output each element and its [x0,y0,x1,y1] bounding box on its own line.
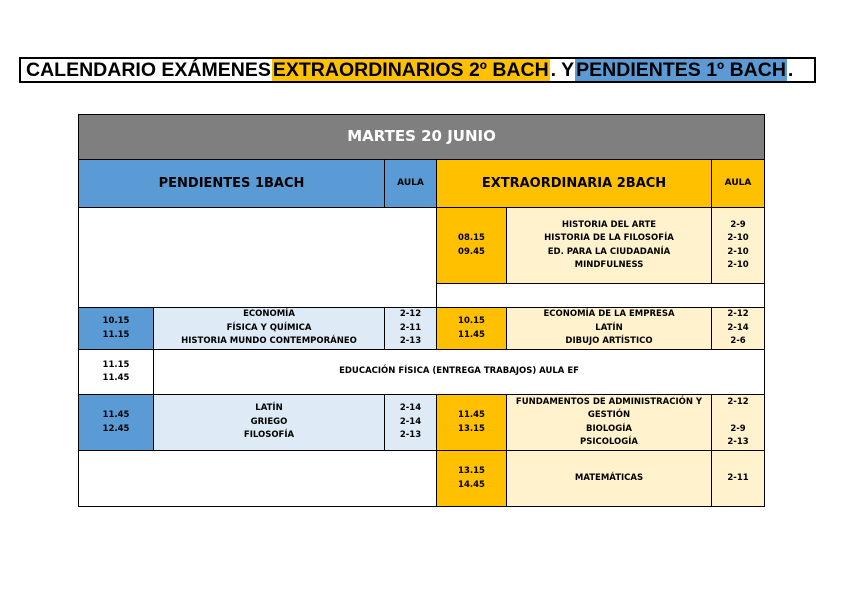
pendientes-aula-header: AULA [385,160,437,208]
aula: 2-11 [399,322,422,333]
time-cell [437,395,507,451]
subject: ECONOMÍA [243,309,295,320]
aula-cell [385,395,437,451]
subject: FUNDAMENTOS DE ADMINISTRACIÓN Y [515,396,703,407]
aula: 2-9 [730,219,746,230]
subject: DIBUJO ARTÍSTICO [565,336,653,347]
exam-schedule-table [78,114,765,507]
start-time: 11.45 [458,410,485,420]
start-time: 11.15 [102,359,130,370]
subject: LATÍN [255,403,283,414]
subject: MATEMÁTICAS [507,451,712,507]
title-part-period: . [787,59,794,81]
aula: 2-14 [727,322,749,333]
end-time: 12.45 [102,423,130,434]
aula: 2-6 [730,336,746,347]
physical-education-cell: EDUCACIÓN FÍSICA (ENTREGA TRABAJOS) AULA EF [154,350,765,395]
subject: FÍSICA Y QUÍMICA [226,322,312,333]
title-part-extraordinarios: EXTRAORDINARIOS 2º BACH [272,59,549,81]
aula: 2-10 [727,246,749,257]
start-time: 11.45 [102,410,130,420]
subject: MINDFULNESS [574,260,644,270]
empty-cell [79,208,437,308]
subject: HISTORIA MUNDO CONTEMPORÁNEO [181,336,357,347]
subject: GESTIÓN [587,410,631,420]
aula: 2-10 [727,233,749,243]
day-header: MARTES 20 JUNIO [79,115,765,160]
subjects-cell [507,395,712,451]
aula: 2-13 [727,437,749,447]
aula: 2-12 [727,396,749,407]
subject: ECONOMÍA DE LA EMPRESA [543,309,675,320]
aula: 2-10 [727,260,749,270]
subjects-cell [507,308,712,350]
aula: 2-9 [730,423,746,434]
subject: HISTORIA DE LA FILOSOFÍA [544,233,674,243]
aula-cell [712,208,765,284]
subjects-cell [154,308,385,350]
subjects-cell [154,395,385,451]
subject: ED. PARA LA CIUDADANÍA [547,246,671,257]
time-cell [79,308,154,350]
end-time: 11.15 [102,329,130,340]
start-time: 10.15 [102,316,130,326]
extraordinaria-header: EXTRAORDINARIA 2BACH [437,160,712,208]
time-cell [79,350,154,395]
aula-cell [712,395,765,451]
end-time: 13.15 [458,423,485,434]
end-time: 14.45 [458,479,485,490]
aula: 2-14 [399,403,422,414]
subject: FILOSOFÍA [243,430,295,441]
document-title [19,57,816,83]
time-cell [437,308,507,350]
end-time: 11.45 [458,329,485,340]
empty-cell [79,451,437,507]
end-time: 09.45 [458,246,485,257]
aula: 2-12 [399,309,422,320]
title-part-calendar: CALENDARIO EXÁMENES [26,59,271,81]
aula: 2-11 [712,451,765,507]
subject: LATÍN [595,322,623,333]
aula: 2-12 [727,309,749,320]
aula: 2-13 [399,336,422,347]
aula-cell [712,308,765,350]
subject: HISTORIA DEL ARTE [561,219,657,230]
subject: BIOLOGÍA [586,423,632,434]
aula [712,409,764,423]
start-time: 10.15 [458,316,485,326]
aula-cell [385,308,437,350]
start-time: 08.15 [458,233,485,243]
subjects-cell [507,208,712,284]
start-time: 13.15 [458,466,485,476]
time-cell [437,208,507,284]
end-time: 11.45 [102,373,130,383]
title-part-pendientes: PENDIENTES 1º BACH [576,59,786,81]
empty-cell [437,284,765,308]
time-cell [79,395,154,451]
title-part-connector: . Y [550,59,575,81]
time-cell [437,451,507,507]
aula: 2-14 [399,416,422,427]
extraordinaria-aula-header: AULA [712,160,765,208]
aula: 2-13 [399,430,422,441]
pendientes-header: PENDIENTES 1BACH [79,160,385,208]
subject: PSICOLOGÍA [579,437,639,447]
subject: GRIEGO [250,416,288,427]
